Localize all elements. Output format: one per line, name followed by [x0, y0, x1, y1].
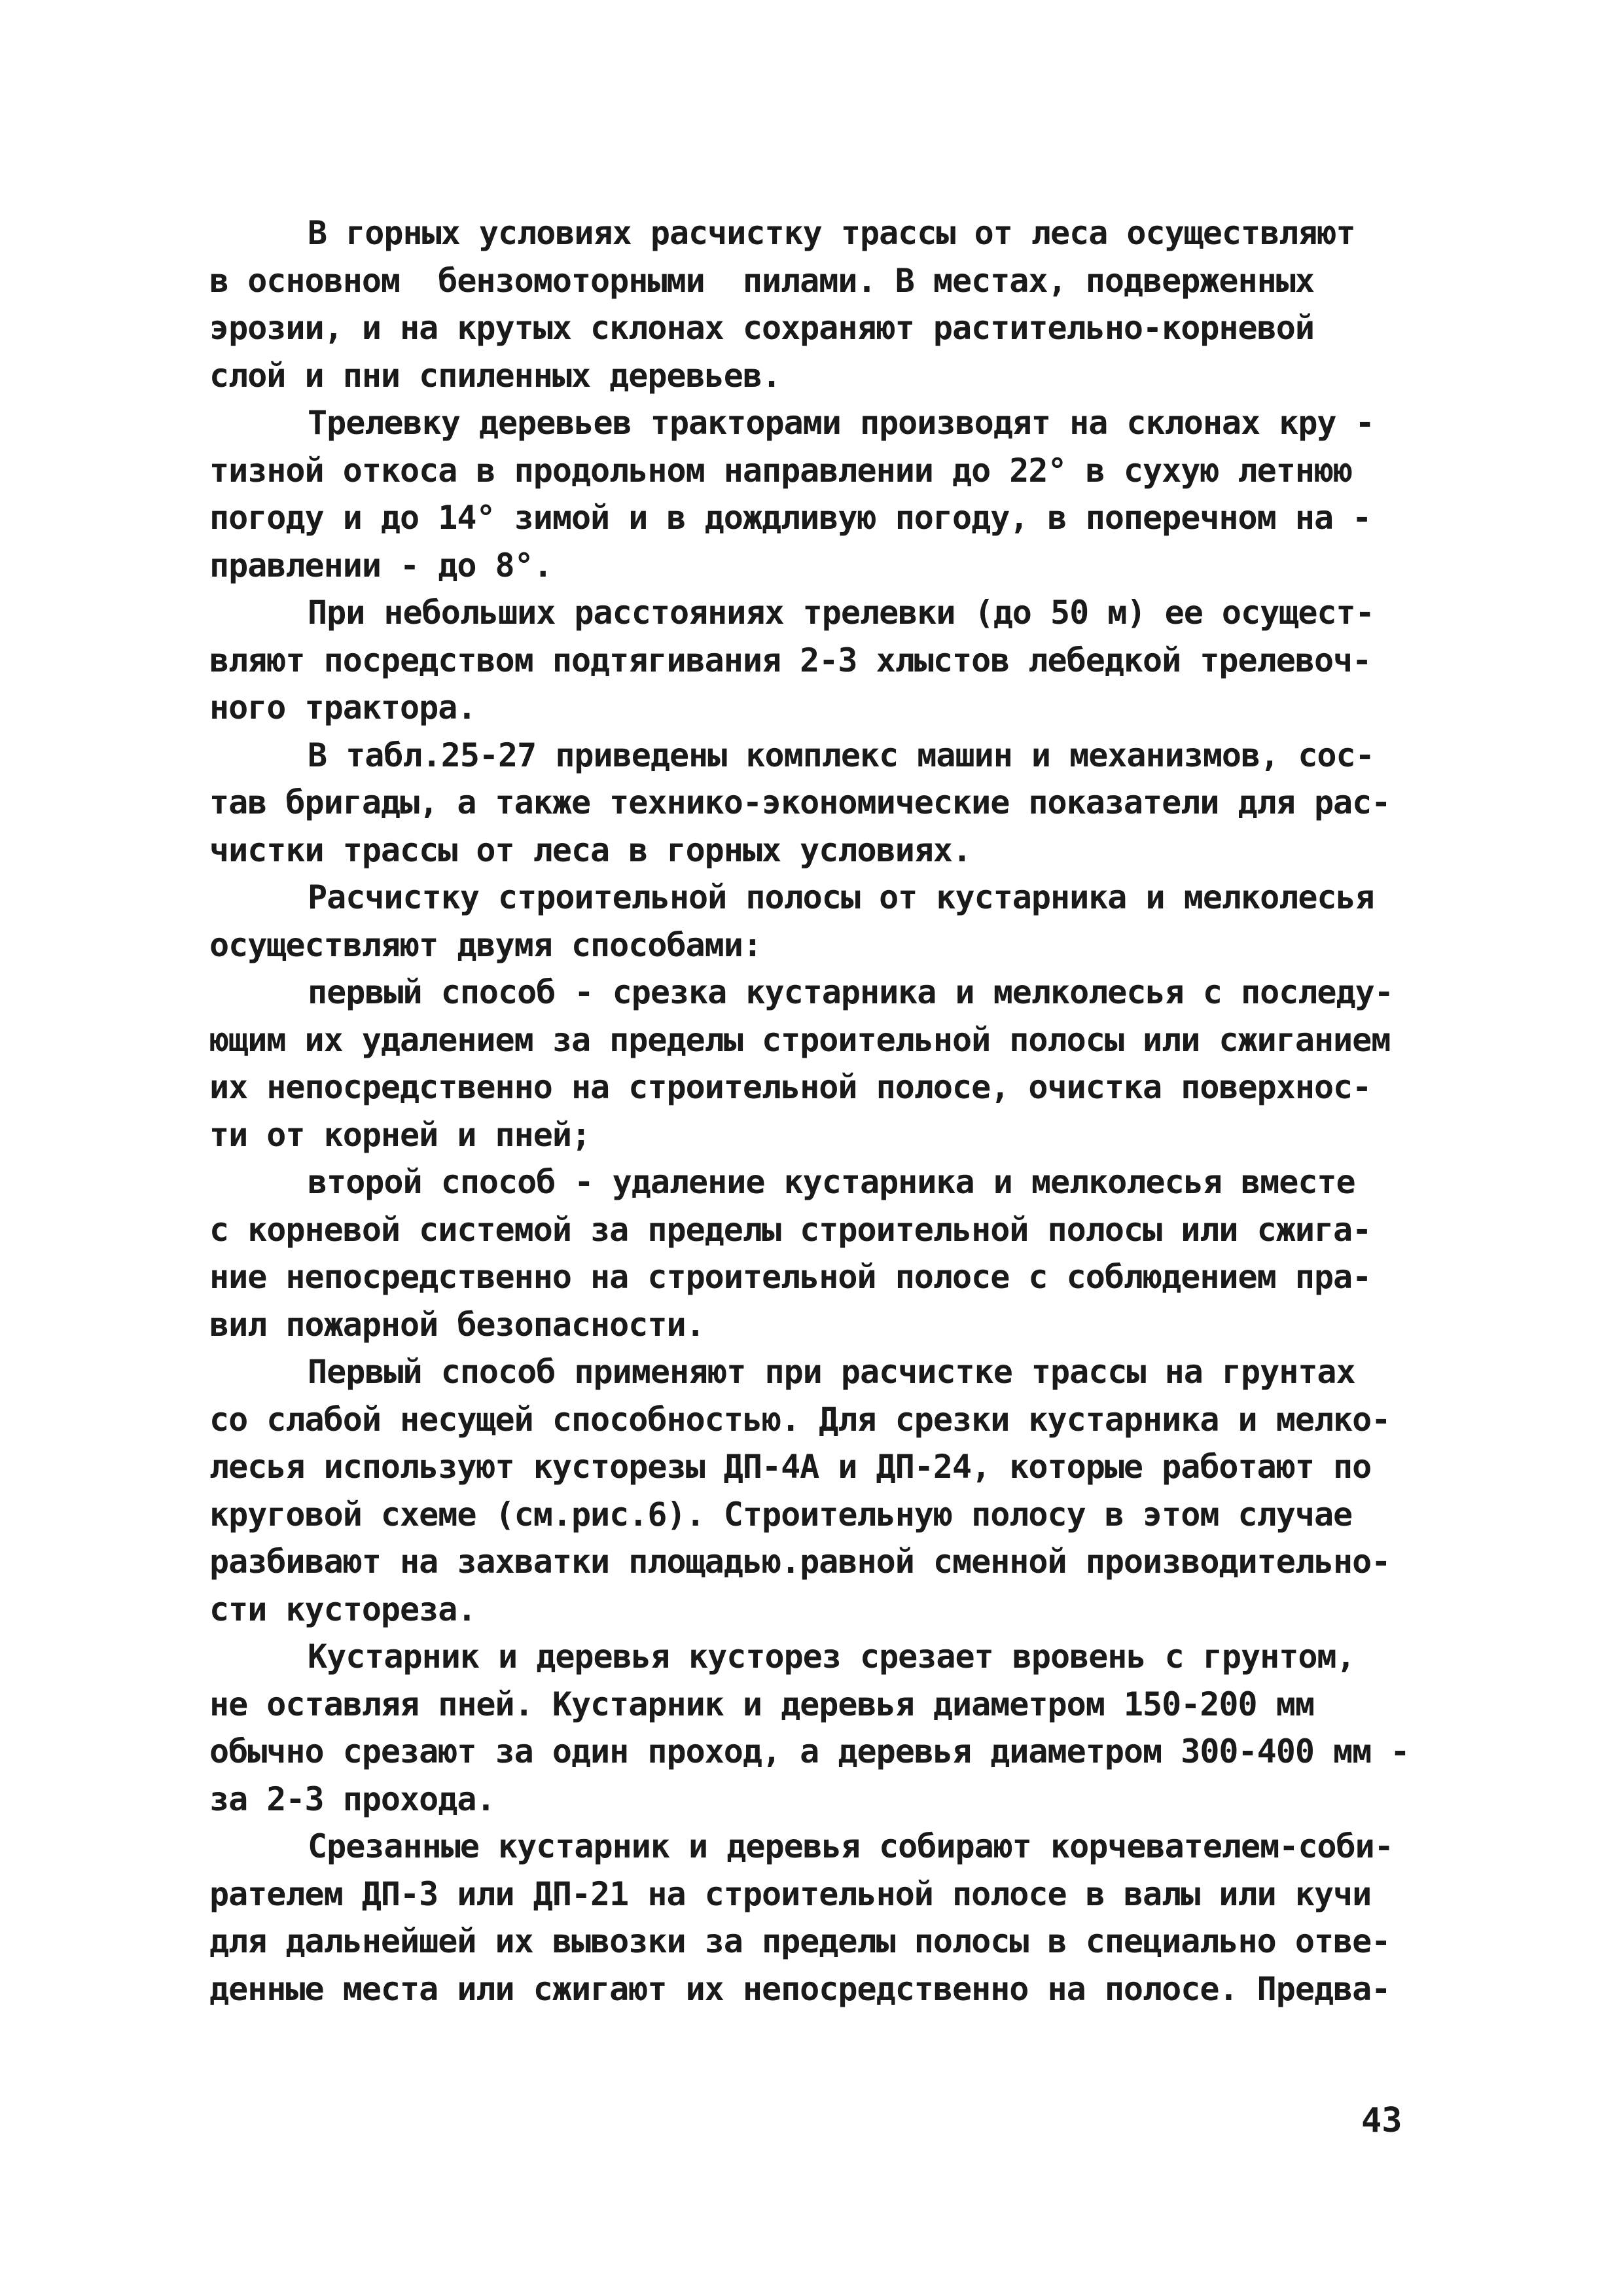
- text-line: вил пожарной безопасности.: [209, 1305, 705, 1344]
- text-line: их непосредственно на строительной полосе, очистка поверхнос-: [209, 1068, 1372, 1106]
- text-line: для дальнейшей их вывозки за пределы полосы в специально отве-: [209, 1922, 1391, 1960]
- text-line: Трелевку деревьев тракторами производят на склонах кру -: [308, 404, 1374, 442]
- text-line: эрозии, и на крутых склонах сохраняют растительно-корневой: [209, 309, 1314, 347]
- text-line: чистки трассы от леса в горных условиях.: [209, 831, 972, 869]
- text-line: лесья используют кусторезы ДП-4А и ДП-24, которые работают по: [209, 1448, 1372, 1486]
- text-line: осуществляют двумя способами:: [209, 925, 762, 964]
- text-line: При небольших расстояниях трелевки (до 50 м) ее осущест-: [308, 594, 1374, 632]
- text-line: правлении - до 8°.: [209, 546, 552, 584]
- text-line: ного трактора.: [209, 689, 476, 726]
- text-line: Срезанные кустарник и деревья собирают корчевателем-соби-: [308, 1827, 1393, 1865]
- text-line: В табл.25-27 приведены комплекс машин и механизмов, сос-: [308, 736, 1374, 774]
- text-line: денные места или сжигают их непосредственно на полосе. Предва-: [209, 1969, 1391, 2008]
- text-line: сти кустореза.: [209, 1590, 476, 1628]
- text-line: круговой схеме (см.рис.6). Строительную полосу в этом случае: [209, 1495, 1353, 1534]
- text-line: не оставляя пней. Кустарник и деревья диаметром 150-200 мм: [209, 1685, 1314, 1723]
- text-line: тизной откоса в продольном направлении до 22° в сухую летнюю: [209, 451, 1353, 490]
- text-line: В горных условиях расчистку трассы от леса осуществляют: [308, 214, 1355, 252]
- text-line: ющим их удалением за пределы строительной полосы или сжиганием: [209, 1020, 1391, 1059]
- text-line: вляют посредством подтягивания 2-3 хлыстов лебедкой трелевоч-: [209, 641, 1372, 679]
- text-line: ти от корней и пней;: [209, 1115, 591, 1154]
- text-line: со слабой несущей способностью. Для срезки кустарника и мелко-: [209, 1400, 1391, 1439]
- text-line: в основном бензомоторными пилами. В местах, подверженных: [209, 261, 1314, 300]
- text-line: тав бригады, а также технико-экономические показатели для рас-: [209, 783, 1391, 821]
- text-line: обычно срезают за один проход, а деревья диаметром 300-400 мм -: [209, 1732, 1410, 1770]
- text-line: погоду и до 14° зимой и в дождливую погоду, в поперечном на -: [209, 499, 1372, 537]
- text-line: Первый способ применяют при расчистке трассы на грунтах: [308, 1353, 1355, 1391]
- text-line: Расчистку строительной полосы от кустарника и мелколесья: [308, 878, 1374, 916]
- text-line: разбивают на захватки площадью.равной сменной производительно-: [209, 1543, 1391, 1581]
- text-line: второй способ - удаление кустарника и мелколесья вместе: [308, 1163, 1355, 1201]
- text-line: ние непосредственно на строительной полосе с соблюдением пра-: [209, 1258, 1372, 1296]
- text-line: первый способ - срезка кустарника и мелколесья с последу-: [308, 973, 1393, 1011]
- text-line: слой и пни спиленных деревьев.: [209, 356, 781, 395]
- page-number: 43: [1361, 2101, 1402, 2140]
- text-line: Кустарник и деревья кусторез срезает вровень с грунтом,: [308, 1638, 1355, 1676]
- text-line: за 2-3 прохода.: [209, 1780, 495, 1818]
- text-line: с корневой системой за пределы строительной полосы или сжига-: [209, 1210, 1372, 1249]
- text-line: рателем ДП-3 или ДП-21 на строительной полосе в валы или кучи: [209, 1874, 1372, 1913]
- body-text: [209, 209, 1440, 2013]
